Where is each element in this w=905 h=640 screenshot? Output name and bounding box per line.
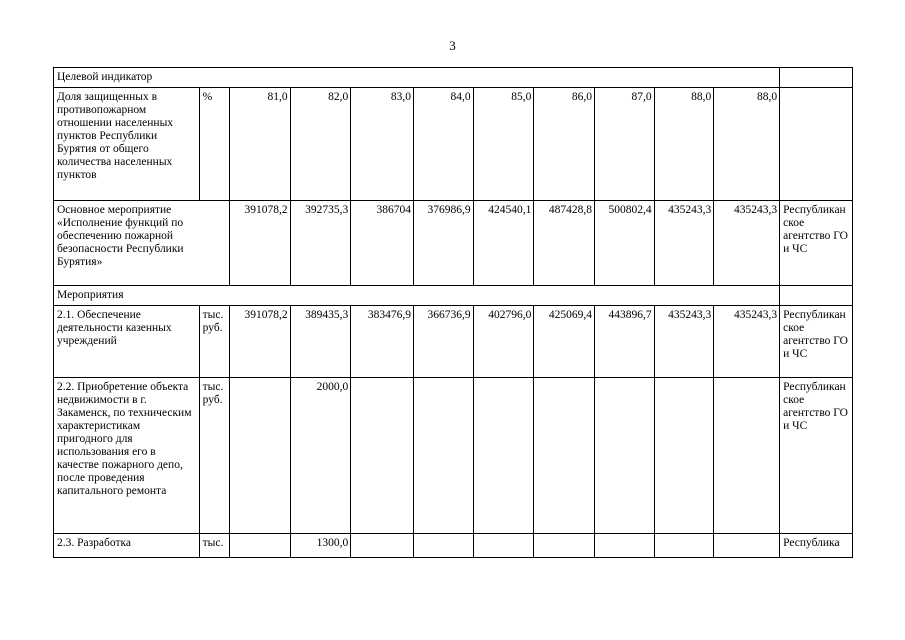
activity-name: 2.3. Разработка [54, 534, 200, 558]
indicator-unit: % [199, 88, 229, 201]
value-cell: 435243,3 [654, 201, 714, 286]
section-row-target-indicator [54, 68, 853, 88]
value-cell [654, 534, 714, 558]
section-row-activities [54, 286, 853, 306]
value-cell: 86,0 [534, 88, 595, 201]
value-cell: 425069,4 [534, 306, 595, 378]
value-cell [413, 378, 473, 534]
value-cell: 1300,0 [290, 534, 351, 558]
value-cell: 443896,7 [594, 306, 654, 378]
table-row [54, 306, 853, 378]
value-cell [229, 534, 290, 558]
value-cell: 389435,3 [290, 306, 351, 378]
section-title: Мероприятия [54, 286, 780, 306]
executor-cell: Республиканское агентство ГО и ЧС [780, 378, 853, 534]
table-row [54, 378, 853, 534]
activity-name: 2.2. Приобретение объекта недвижимости в г. Закаменск, по техническим характеристикам пригодного для использования его в качестве пожарного депо, после проведения капитального ремонта [54, 378, 200, 534]
value-cell: 391078,2 [229, 201, 290, 286]
program-table [53, 67, 853, 558]
value-cell [714, 378, 780, 534]
activity-unit: тыс. руб. [199, 378, 229, 534]
value-cell [473, 534, 534, 558]
value-cell: 366736,9 [413, 306, 473, 378]
value-cell [714, 534, 780, 558]
value-cell: 2000,0 [290, 378, 351, 534]
value-cell [473, 378, 534, 534]
value-cell [654, 378, 714, 534]
value-cell: 81,0 [229, 88, 290, 201]
main-activity-row [54, 201, 853, 286]
value-cell [229, 378, 290, 534]
value-cell: 85,0 [473, 88, 534, 201]
value-cell: 402796,0 [473, 306, 534, 378]
value-cell: 386704 [351, 201, 414, 286]
value-cell [351, 534, 414, 558]
value-cell [594, 378, 654, 534]
value-cell: 424540,1 [473, 201, 534, 286]
indicator-row [54, 88, 853, 201]
activity-name: 2.1. Обеспечение деятельности казенных учреждений [54, 306, 200, 378]
activity-unit: тыс. руб. [199, 306, 229, 378]
value-cell: 391078,2 [229, 306, 290, 378]
section-title: Целевой индикатор [54, 68, 780, 88]
value-cell: 435243,3 [654, 306, 714, 378]
indicator-name: Доля защищенных в противопожарном отношении населенных пунктов Республики Бурятия от общего количества населенных пунктов [54, 88, 200, 201]
value-cell: 376986,9 [413, 201, 473, 286]
empty-cell [780, 68, 853, 88]
value-cell [594, 534, 654, 558]
value-cell: 84,0 [413, 88, 473, 201]
value-cell [351, 378, 414, 534]
value-cell: 82,0 [290, 88, 351, 201]
value-cell: 88,0 [654, 88, 714, 201]
value-cell: 88,0 [714, 88, 780, 201]
empty-cell [780, 286, 853, 306]
value-cell: 435243,3 [714, 201, 780, 286]
executor-cell: Республика [780, 534, 853, 558]
value-cell: 500802,4 [594, 201, 654, 286]
table-row [54, 534, 853, 558]
page-number: 3 [449, 38, 456, 53]
value-cell: 435243,3 [714, 306, 780, 378]
value-cell: 383476,9 [351, 306, 414, 378]
activity-unit: тыс. [199, 534, 229, 558]
executor-cell: Республиканское агентство ГО и ЧС [780, 201, 853, 286]
value-cell: 83,0 [351, 88, 414, 201]
value-cell [413, 534, 473, 558]
value-cell: 392735,3 [290, 201, 351, 286]
value-cell [534, 378, 595, 534]
executor-cell [780, 88, 853, 201]
executor-cell: Республиканское агентство ГО и ЧС [780, 306, 853, 378]
value-cell: 87,0 [594, 88, 654, 201]
value-cell [534, 534, 595, 558]
value-cell: 487428,8 [534, 201, 595, 286]
main-activity-name: Основное мероприятие «Исполнение функций по обеспечению пожарной безопасности Республики Бурятия» [54, 201, 230, 286]
